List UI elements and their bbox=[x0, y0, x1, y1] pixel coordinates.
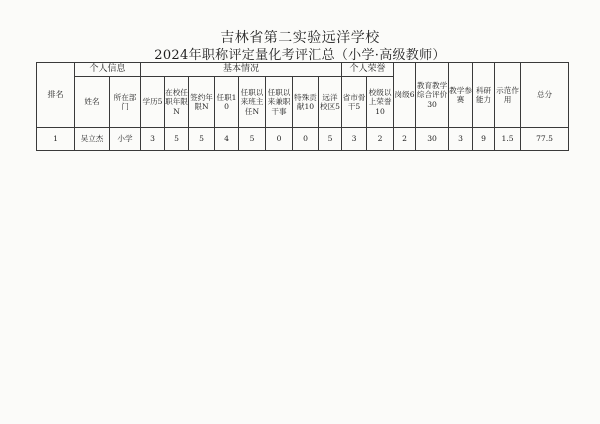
cell-remote-campus: 5 bbox=[319, 128, 342, 151]
cell-school-honors: 2 bbox=[367, 128, 394, 151]
header-tenure-years: 在校任职年限N bbox=[165, 77, 189, 128]
cell-city-backbone: 3 bbox=[342, 128, 367, 151]
cell-contract-years: 5 bbox=[189, 128, 215, 151]
cell-rank: 1 bbox=[37, 128, 75, 151]
header-rank: 排名 bbox=[37, 63, 75, 128]
header-education: 学历5 bbox=[141, 77, 165, 128]
header-part-time-cadre: 任职以来兼职干事 bbox=[266, 77, 293, 128]
header-special-contribution: 特殊贡献10 bbox=[293, 77, 319, 128]
header-remote-campus: 远洋校区5 bbox=[319, 77, 342, 128]
cell-education: 3 bbox=[141, 128, 165, 151]
header-department: 所在部门 bbox=[110, 77, 141, 128]
school-title: 吉林省第二实验远洋学校 bbox=[220, 30, 380, 46]
header-contract-years: 签约年限N bbox=[189, 77, 215, 128]
header-school-honors: 校级以上荣誉10 bbox=[367, 77, 394, 128]
header-teaching-eval: 教育教学综合评价30 bbox=[416, 63, 449, 128]
header-total: 总分 bbox=[521, 63, 569, 128]
report-title: 2024年职称评定量化考评汇总（小学·高级教师） bbox=[154, 48, 446, 63]
cell-part-time-cadre: 0 bbox=[266, 128, 293, 151]
cell-position: 4 bbox=[215, 128, 239, 151]
cell-total: 77.5 bbox=[521, 128, 569, 151]
evaluation-table bbox=[36, 62, 569, 151]
header-group-basic-info: 基本情况 bbox=[141, 63, 342, 77]
header-demonstration: 示范作用 bbox=[495, 63, 521, 128]
header-position: 任职10 bbox=[215, 77, 239, 128]
cell-tenure-years: 5 bbox=[165, 128, 189, 151]
cell-special-contribution: 0 bbox=[293, 128, 319, 151]
cell-teaching-eval: 30 bbox=[416, 128, 449, 151]
header-post-grade: 岗级6 bbox=[394, 63, 416, 128]
header-city-backbone: 省市骨干5 bbox=[342, 77, 367, 128]
header-name: 姓名 bbox=[75, 77, 110, 128]
cell-demonstration: 1.5 bbox=[495, 128, 521, 151]
header-teaching-competition: 教学参赛 bbox=[449, 63, 473, 128]
cell-department: 小学 bbox=[110, 128, 141, 151]
cell-post-grade: 2 bbox=[394, 128, 416, 151]
header-research-ability: 科研能力 bbox=[473, 63, 495, 128]
cell-teaching-competition: 3 bbox=[449, 128, 473, 151]
header-group-honors: 个人荣誉 bbox=[342, 63, 394, 77]
cell-research-ability: 9 bbox=[473, 128, 495, 151]
table-row bbox=[37, 128, 569, 151]
header-group-personal-info: 个人信息 bbox=[75, 63, 141, 77]
cell-name: 吴立杰 bbox=[75, 128, 110, 151]
header-homeroom-teacher: 任职以来班主任N bbox=[239, 77, 266, 128]
cell-homeroom-teacher: 5 bbox=[239, 128, 266, 151]
